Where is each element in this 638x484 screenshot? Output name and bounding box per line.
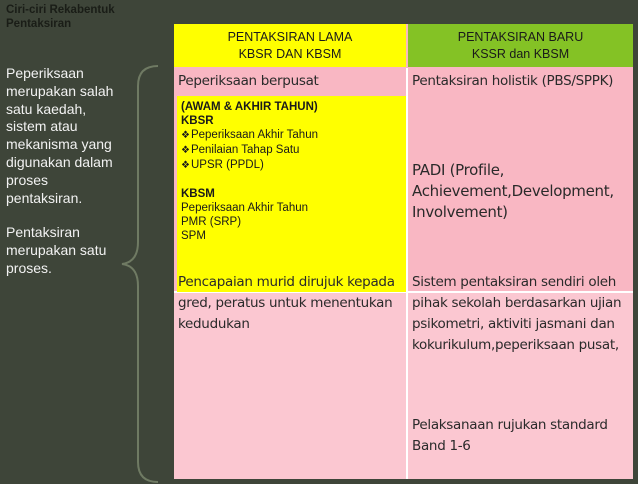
kbsm-item-3: SPM <box>181 230 206 242</box>
kbsr-item-2: Penilaian Tahap Satu <box>190 144 300 156</box>
kbsr-item-1: Peperiksaan Akhir Tahun <box>190 129 318 141</box>
list-item <box>181 158 402 173</box>
header-pentaksiran-lama <box>174 24 406 67</box>
header-lama-subtitle: KBSR DAN KBSM <box>238 47 342 61</box>
comparison-table <box>174 24 633 479</box>
kbsm-item-1: Peperiksaan Akhir Tahun <box>181 202 309 214</box>
header-pentaksiran-baru <box>408 24 633 67</box>
baru-row2-text-b: Pelaksanaan rujukan standard Band 1-6 <box>412 417 608 454</box>
slide-title-line1: Ciri-ciri Rekabentuk <box>6 4 115 16</box>
diamond-bullet-icon: ❖ <box>181 160 190 171</box>
slide-title-line2: Pentaksiran <box>6 17 72 30</box>
kbsm-item-2: PMR (SRP) <box>181 216 242 228</box>
curly-bracket <box>120 64 160 484</box>
column-divider <box>406 68 408 479</box>
exam-list-heading: (AWAM & AKHIR TAHUN) <box>181 101 318 113</box>
left-paragraph-1: Peperiksaan merupakan salah satu kaedah, sistem atau mekanisma yang digunakan dalam proses pentaksiran. <box>6 65 114 206</box>
header-lama-title: PENTAKSIRAN LAMA <box>227 30 353 44</box>
kbsm-label: KBSM <box>181 188 215 200</box>
header-baru-title: PENTAKSIRAN BARU <box>457 30 584 44</box>
slide-title <box>6 4 156 31</box>
diamond-bullet-icon: ❖ <box>181 145 190 156</box>
lama-row2-text: Pencapaian murid dirujuk kepada gred, peratus untuk menentukan kedudukan <box>178 274 395 332</box>
lama-exam-list <box>177 96 406 292</box>
baru-row1-text-a: Pentaksiran holistik (PBS/SPPK) <box>412 73 614 89</box>
kbsr-item-3: UPSR (PPDL) <box>190 159 264 171</box>
diamond-bullet-icon: ❖ <box>181 130 190 141</box>
baru-row2-text-a: Sistem pentaksiran sendiri oleh pihak sekolah berdasarkan ujian psikometri, aktiviti jasmani dan kokurikulum,peperiksaan pusat, <box>412 274 622 353</box>
lama-row1-text: Peperiksaan berpusat <box>178 73 319 89</box>
list-item <box>181 128 402 143</box>
baru-row1-text-b: PADI (Profile, Achievement,Development, Involvement) <box>412 161 614 221</box>
left-paragraph-2: Pentaksiran merupakan satu proses. <box>6 224 107 276</box>
left-description <box>6 65 126 295</box>
list-item <box>181 143 402 158</box>
header-baru-subtitle: KSSR dan KBSM <box>471 47 570 61</box>
kbsr-label: KBSR <box>181 115 214 127</box>
